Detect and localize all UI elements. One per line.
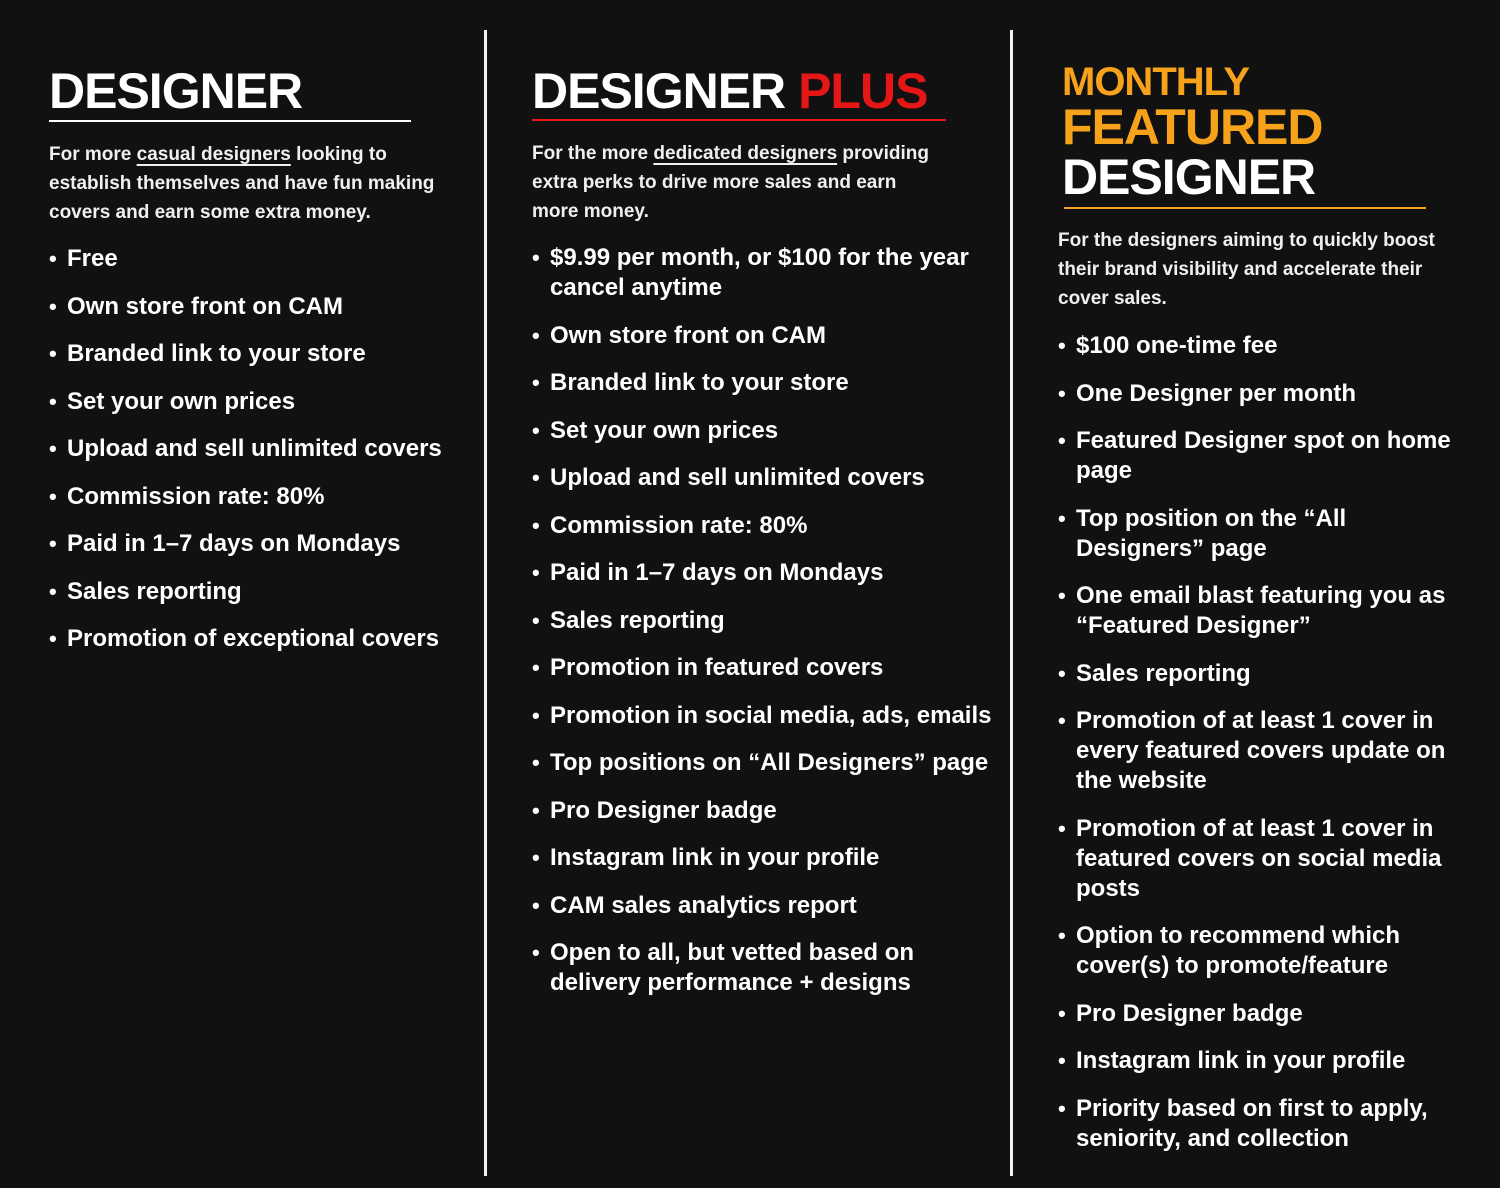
highlight-text: dedicated designers xyxy=(653,143,838,164)
feature-item: • Paid in 1–7 days on Mondays xyxy=(532,558,992,588)
plus-accent-text: PLUS xyxy=(798,63,928,119)
feature-item: • Priority based on first to apply, seniority, and collection xyxy=(1058,1094,1458,1154)
tier-description: For more casual designers looking to establish themselves and have fun making covers and earn some extra money. xyxy=(49,144,435,223)
feature-item: • One Designer per month xyxy=(1058,379,1458,409)
feature-item: • Branded link to your store xyxy=(532,368,992,398)
feature-item: • Upload and sell unlimited covers xyxy=(532,463,992,493)
feature-item: • Branded link to your store xyxy=(49,339,469,369)
feature-item: • Promotion of at least 1 cover in featured covers on social media posts xyxy=(1058,814,1458,904)
feature-item: • Paid in 1–7 days on Mondays xyxy=(49,529,469,559)
feature-item: • Option to recommend which cover(s) to promote/feature xyxy=(1058,921,1458,981)
feature-item: • Pro Designer badge xyxy=(1058,999,1458,1029)
feature-item: • Commission rate: 80% xyxy=(532,511,992,541)
feature-item: • Instagram link in your profile xyxy=(1058,1046,1458,1076)
feature-item: • $100 one-time fee xyxy=(1058,331,1458,361)
feature-item: • Featured Designer spot on home page xyxy=(1058,426,1458,486)
feature-item: • Sales reporting xyxy=(1058,659,1458,689)
feature-item: • Promotion in featured covers xyxy=(532,653,992,683)
tier-title: DESIGNER xyxy=(49,63,303,119)
title-underline xyxy=(49,120,411,122)
feature-item: • Sales reporting xyxy=(532,606,992,636)
feature-item: • Top positions on “All Designers” page xyxy=(532,748,992,778)
tier-description: For the designers aiming to quickly boost their brand visibility and accelerate their cover sales. xyxy=(1058,230,1435,309)
column-divider-right xyxy=(1010,30,1013,1176)
feature-item: • Pro Designer badge xyxy=(532,796,992,826)
feature-item: • Commission rate: 80% xyxy=(49,482,469,512)
feature-list xyxy=(49,244,469,672)
tier-title: MONTHLY FEATURED DESIGNER xyxy=(1062,60,1323,205)
column-divider-left xyxy=(484,30,487,1176)
feature-item: • Promotion in social media, ads, emails xyxy=(532,701,992,731)
feature-item: • Promotion of exceptional covers xyxy=(49,624,469,654)
tier-title: DESIGNER PLUS xyxy=(532,63,928,119)
feature-item: • CAM sales analytics report xyxy=(532,891,992,921)
highlight-text: casual designers xyxy=(136,144,291,165)
feature-item: • Set your own prices xyxy=(49,387,469,417)
feature-list xyxy=(1058,331,1458,1171)
feature-item: • Own store front on CAM xyxy=(532,321,992,351)
feature-item: • Set your own prices xyxy=(532,416,992,446)
feature-list xyxy=(532,243,992,1016)
title-underline xyxy=(1064,207,1426,209)
feature-item: • Own store front on CAM xyxy=(49,292,469,322)
tier-description: For the more dedicated designers providing extra perks to drive more sales and earn more money. xyxy=(532,143,929,222)
feature-item: • Free xyxy=(49,244,469,274)
feature-item: • Promotion of at least 1 cover in every featured covers update on the website xyxy=(1058,706,1458,796)
feature-item: • Instagram link in your profile xyxy=(532,843,992,873)
feature-item: • Sales reporting xyxy=(49,577,469,607)
feature-item: • $9.99 per month, or $100 for the year cancel anytime xyxy=(532,243,992,303)
title-underline xyxy=(532,119,946,121)
feature-item: • Top position on the “All Designers” page xyxy=(1058,504,1458,564)
feature-item: • Upload and sell unlimited covers xyxy=(49,434,469,464)
feature-item: • Open to all, but vetted based on delivery performance + designs xyxy=(532,938,992,998)
feature-item: • One email blast featuring you as “Featured Designer” xyxy=(1058,581,1458,641)
